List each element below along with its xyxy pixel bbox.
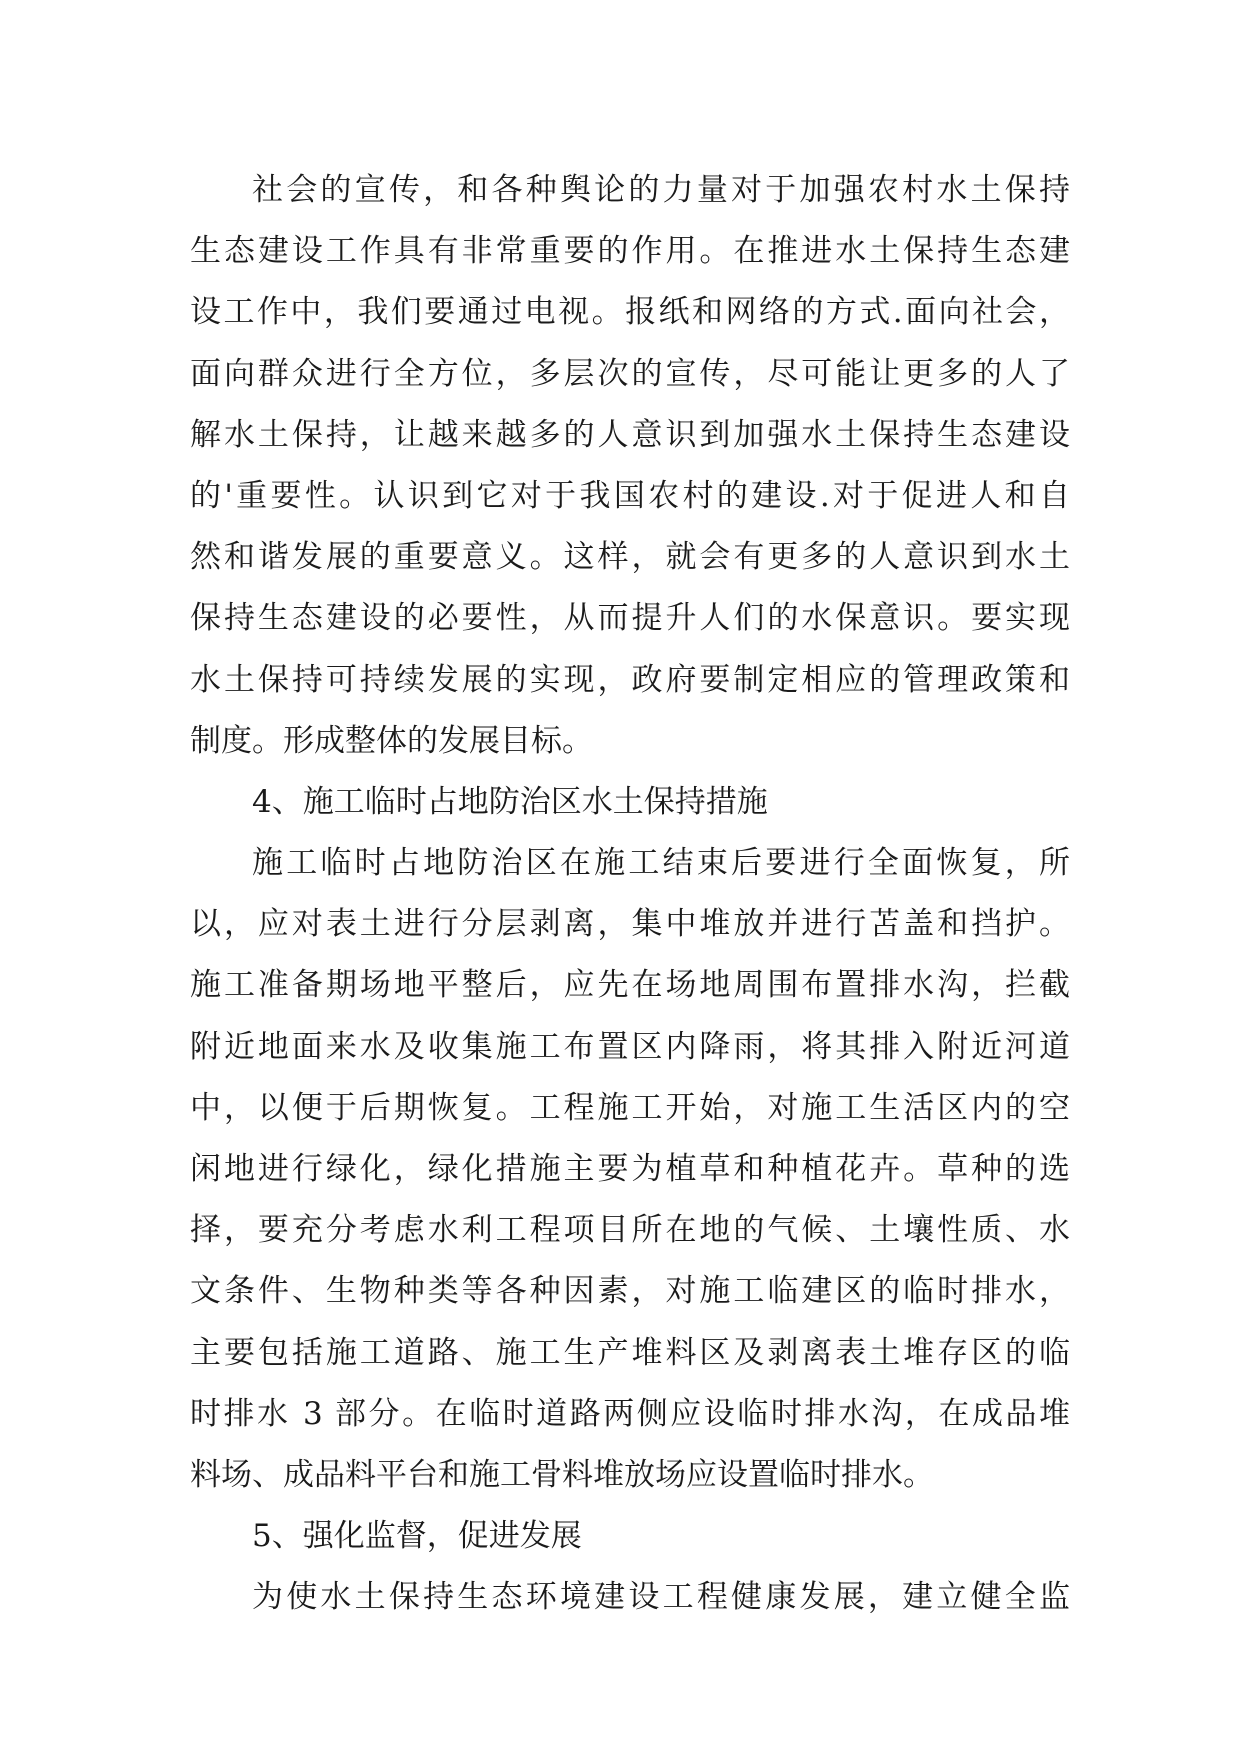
section-heading: 5、强化监督，促进发展 — [252, 1518, 582, 1555]
text-line: 制度。形成整体的发展目标。 — [190, 722, 593, 759]
text-line: 面向群众进行全方位，多层次的宣传，尽可能让更多的人了 — [190, 355, 1070, 392]
text-line: 施工临时占地防治区在施工结束后要进行全面恢复，所 — [252, 845, 1070, 882]
text-line: 施工准备期场地平整后，应先在场地周围布置排水沟，拦截 — [190, 967, 1070, 1004]
text-line: 水土保持可持续发展的实现，政府要制定相应的管理政策和 — [190, 661, 1070, 698]
text-line: 中，以便于后期恢复。工程施工开始，对施工生活区内的空 — [190, 1089, 1070, 1126]
text-line: 文条件、生物种类等各种因素，对施工临建区的临时排水， — [190, 1273, 1070, 1310]
text-line: 保持生态建设的必要性，从而提升人们的水保意识。要实现 — [190, 600, 1070, 637]
text-line: 的'重要性。认识到它对于我国农村的建设.对于促进人和自 — [190, 477, 1070, 514]
section-heading: 4、施工临时占地防治区水土保持措施 — [252, 783, 768, 820]
text-line: 社会的宣传，和各种舆论的力量对于加强农村水土保持 — [252, 172, 1070, 208]
text-line: 主要包括施工道路、施工生产堆料区及剥离表土堆存区的临 — [190, 1334, 1070, 1371]
text-line: 然和谐发展的重要意义。这样，就会有更多的人意识到水土 — [190, 539, 1070, 576]
text-line: 设工作中，我们要通过电视。报纸和网络的方式.面向社会， — [190, 294, 1070, 331]
text-line: 料场、成品料平台和施工骨料堆放场应设置临时排水。 — [190, 1456, 934, 1493]
document-body — [190, 160, 1070, 1629]
text-line: 时排水 3 部分。在临时道路两侧应设临时排水沟，在成品堆 — [190, 1395, 1070, 1432]
text-line: 解水土保持，让越来越多的人意识到加强水土保持生态建设 — [190, 416, 1070, 453]
text-line: 闲地进行绿化，绿化措施主要为植草和种植花卉。草种的选 — [190, 1151, 1070, 1187]
text-line: 择，要充分考虑水利工程项目所在地的气候、土壤性质、水 — [190, 1212, 1070, 1249]
text-line: 为使水土保持生态环境建设工程健康发展，建立健全监 — [252, 1579, 1070, 1616]
text-line: 生态建设工作具有非常重要的作用。在推进水土保持生态建 — [190, 233, 1070, 270]
text-line: 以，应对表土进行分层剥离，集中堆放并进行苫盖和挡护。 — [190, 906, 1070, 943]
text-line: 附近地面来水及收集施工布置区内降雨，将其排入附近河道 — [190, 1028, 1070, 1065]
